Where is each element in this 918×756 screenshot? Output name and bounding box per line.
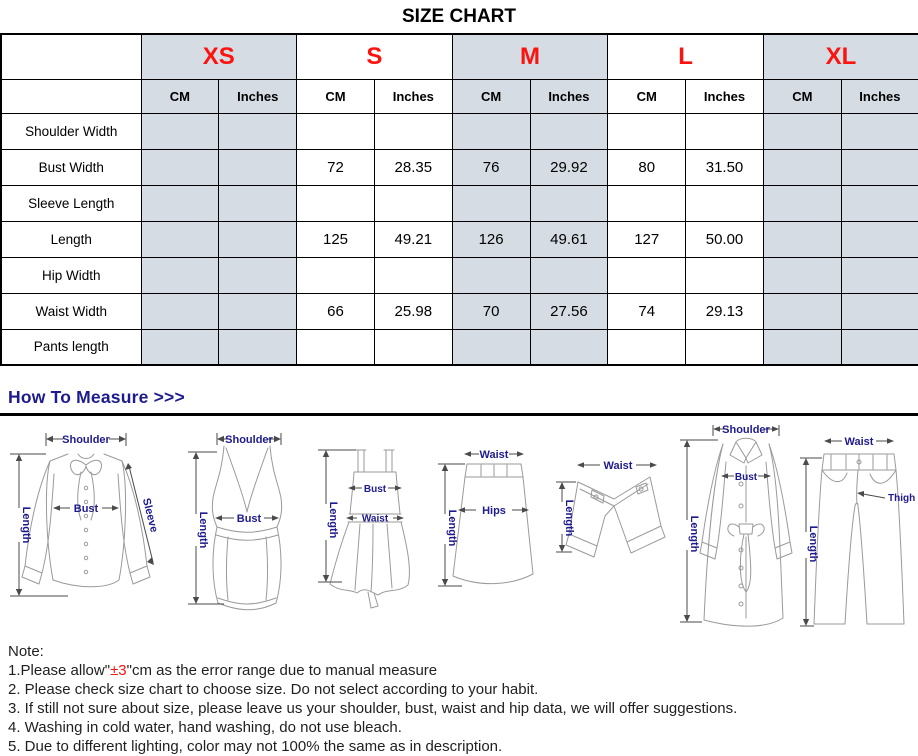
size-cell <box>530 257 608 293</box>
unit-header: Inches <box>841 79 918 113</box>
size-cell: 74 <box>608 293 686 329</box>
size-cell <box>374 185 452 221</box>
measure-label-bust: Bust <box>734 472 758 483</box>
measure-label-waist: Waist <box>361 513 389 525</box>
unit-header: Inches <box>219 79 297 113</box>
size-cell <box>763 113 841 149</box>
row-label: Length <box>1 221 141 257</box>
measure-label-length: Length <box>563 499 575 537</box>
size-cell <box>219 257 297 293</box>
size-cell <box>841 113 918 149</box>
size-cell: 80 <box>608 149 686 185</box>
size-cell <box>219 113 297 149</box>
garment-outline <box>566 477 665 557</box>
unit-header: Inches <box>530 79 608 113</box>
size-cell <box>297 185 375 221</box>
size-cell <box>686 185 764 221</box>
size-cell <box>530 185 608 221</box>
size-cell: 70 <box>452 293 530 329</box>
table-row <box>1 221 918 257</box>
table-row <box>1 257 918 293</box>
table-row <box>1 113 918 149</box>
measure-label-length: Length <box>327 501 339 539</box>
size-cell <box>297 329 375 365</box>
notes-section <box>8 642 918 756</box>
corner-cell-2 <box>1 79 141 113</box>
size-header-xl: XL <box>763 34 918 79</box>
size-cell <box>763 293 841 329</box>
size-cell <box>608 113 686 149</box>
measure-label-length: Length <box>807 525 819 563</box>
error-range-value: ±3 <box>110 662 127 679</box>
size-cell <box>297 257 375 293</box>
size-cell <box>452 185 530 221</box>
size-cell <box>763 149 841 185</box>
measure-label-shoulder: Shoulder <box>722 424 770 436</box>
size-cell <box>452 329 530 365</box>
corner-cell <box>1 34 141 79</box>
table-row <box>1 185 918 221</box>
size-cell <box>530 329 608 365</box>
size-cell <box>141 113 219 149</box>
measure-label-bust: Bust <box>363 484 387 495</box>
size-cell <box>841 329 918 365</box>
row-label: Hip Width <box>1 257 141 293</box>
how-to-measure-heading: How To Measure >>> <box>8 387 185 407</box>
size-cell <box>841 185 918 221</box>
size-cell <box>763 221 841 257</box>
table-row <box>1 293 918 329</box>
size-cell: 66 <box>297 293 375 329</box>
size-chart-table-body <box>1 34 918 365</box>
note-line-5: 5. Due to different lighting, color may not 100% the same as in description. <box>8 738 503 755</box>
size-cell <box>141 293 219 329</box>
size-cell: 31.50 <box>686 149 764 185</box>
unit-header: CM <box>763 79 841 113</box>
size-header-l: L <box>608 34 764 79</box>
size-cell <box>608 185 686 221</box>
size-cell <box>452 113 530 149</box>
measure-label-shoulder: Shoulder <box>225 434 273 446</box>
size-header-xs: XS <box>141 34 297 79</box>
figure-jeans <box>797 434 915 634</box>
size-cell <box>141 149 219 185</box>
row-label: Shoulder Width <box>1 113 141 149</box>
size-cell: 50.00 <box>686 221 764 257</box>
size-cell <box>841 149 918 185</box>
size-cell <box>374 329 452 365</box>
measure-label-waist: Waist <box>844 436 874 448</box>
size-chart-table <box>0 33 918 366</box>
measure-label-bust: Bust <box>236 513 262 525</box>
measure-label-thigh: Thigh <box>888 493 916 504</box>
size-cell <box>530 113 608 149</box>
measure-label-waist: Waist <box>603 460 633 472</box>
unit-header: CM <box>141 79 219 113</box>
size-cell <box>686 113 764 149</box>
unit-header: Inches <box>686 79 764 113</box>
size-cell <box>763 329 841 365</box>
notes-title: Note: <box>8 643 44 660</box>
size-cell <box>141 257 219 293</box>
size-cell <box>608 257 686 293</box>
size-cell <box>219 221 297 257</box>
size-cell <box>219 149 297 185</box>
size-cell <box>374 113 452 149</box>
size-cell <box>219 293 297 329</box>
size-cell <box>452 257 530 293</box>
size-cell <box>841 293 918 329</box>
size-cell: 29.13 <box>686 293 764 329</box>
size-cell: 25.98 <box>374 293 452 329</box>
note-line-2: 2. Please check size chart to choose size. Do not select according to your habit. <box>8 681 539 698</box>
row-label: Pants length <box>1 329 141 365</box>
size-cell <box>763 257 841 293</box>
measure-label-sleeve: Sleeve <box>139 496 160 534</box>
figure-coat <box>676 422 810 632</box>
size-cell <box>763 185 841 221</box>
size-cell <box>297 113 375 149</box>
figure-shorts <box>548 456 678 584</box>
size-cell: 72 <box>297 149 375 185</box>
note-line-4: 4. Washing in cold water, hand washing, do not use bleach. <box>8 719 402 736</box>
size-cell <box>686 329 764 365</box>
size-cell: 125 <box>297 221 375 257</box>
unit-header: CM <box>297 79 375 113</box>
measure-figures <box>0 418 918 632</box>
measure-label-shoulder: Shoulder <box>62 434 110 446</box>
measure-label-length: Length <box>197 511 209 549</box>
measure-label-length: Length <box>688 515 700 553</box>
page-title: SIZE CHART <box>402 6 516 27</box>
size-cell <box>841 257 918 293</box>
size-cell: 127 <box>608 221 686 257</box>
size-cell: 27.56 <box>530 293 608 329</box>
garment-outline <box>453 464 533 584</box>
unit-header: CM <box>608 79 686 113</box>
note-line-3: 3. If still not sure about size, please leave us your shoulder, bust, waist and hip data, we will offer suggestions. <box>8 700 738 717</box>
size-cell <box>219 185 297 221</box>
row-label: Sleeve Length <box>1 185 141 221</box>
size-cell <box>841 221 918 257</box>
row-label: Bust Width <box>1 149 141 185</box>
size-cell: 49.21 <box>374 221 452 257</box>
garment-outline <box>700 438 792 626</box>
size-cell <box>141 329 219 365</box>
table-row <box>1 149 918 185</box>
size-cell <box>608 329 686 365</box>
size-header-s: S <box>297 34 453 79</box>
size-cell: 29.92 <box>530 149 608 185</box>
measure-label-length: Length <box>20 506 32 544</box>
size-cell <box>686 257 764 293</box>
size-cell: 49.61 <box>530 221 608 257</box>
note-line-1: 1.Please allow"±3"cm as the error range due to manual measure <box>8 662 438 679</box>
measure-label-bust: Bust <box>73 503 99 515</box>
table-row <box>1 329 918 365</box>
size-cell: 126 <box>452 221 530 257</box>
measure-label-length: Length <box>446 509 458 547</box>
figure-skirt <box>434 446 552 598</box>
garment-outline <box>212 446 281 610</box>
garment-outline <box>330 450 409 608</box>
size-cell <box>141 185 219 221</box>
size-cell: 28.35 <box>374 149 452 185</box>
row-label: Waist Width <box>1 293 141 329</box>
figure-dress <box>312 442 436 614</box>
figure-blouse <box>6 430 178 614</box>
size-cell <box>374 257 452 293</box>
unit-header: CM <box>452 79 530 113</box>
size-header-m: M <box>452 34 608 79</box>
divider-rule <box>0 413 918 416</box>
size-cell: 76 <box>452 149 530 185</box>
figure-vest <box>184 430 310 616</box>
size-cell <box>219 329 297 365</box>
garment-outline <box>814 454 904 624</box>
unit-header: Inches <box>374 79 452 113</box>
measure-label-hips: Hips <box>482 505 506 517</box>
measure-label-waist: Waist <box>479 449 509 461</box>
size-cell <box>141 221 219 257</box>
